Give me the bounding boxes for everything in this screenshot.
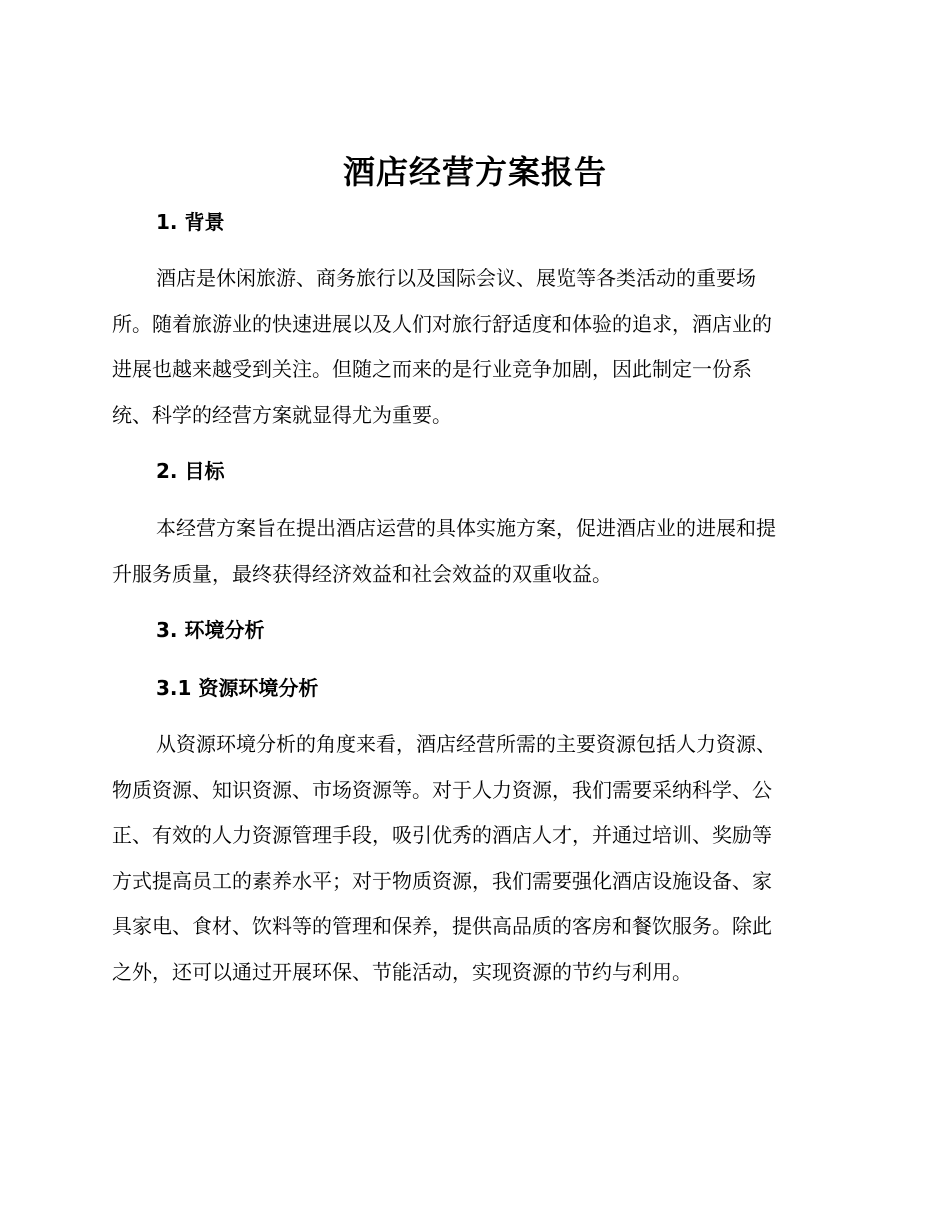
paragraph-line: 进展也越来越受到关注。但随之而来的是行业竞争加剧，因此制定一份系 [112,357,752,381]
paragraph-line: 升服务质量，最终获得经济效益和社会效益的双重收益。 [112,561,612,586]
paragraph-line: 物质资源、知识资源、市场资源等。对于人力资源，我们需要采纳科学、公 [112,777,772,802]
paragraph-line: 方式提高员工的素养水平；对于物质资源，我们需要强化酒店设施设备、家 [112,868,772,893]
paragraph-line: 之外，还可以通过开展环保、节能活动，实现资源的节约与利用。 [112,959,692,984]
paragraph-background [112,256,838,438]
paragraph-line: 从资源环境分析的角度来看，酒店经营所需的主要资源包括人力资源、 [156,732,776,756]
document-title: 酒店经营方案报告 [342,153,607,191]
section-heading-environment-analysis: 3. 环境分析 [156,618,265,642]
section-heading-resource-analysis: 3.1 资源环境分析 [156,676,319,700]
paragraph-line: 统、科学的经营方案就显得尤为重要。 [112,402,452,427]
paragraph-line: 本经营方案旨在提出酒店运营的具体实施方案，促进酒店业的进展和提 [156,516,776,540]
section-heading-goal: 2. 目标 [156,459,225,483]
paragraph-line: 酒店是休闲旅游、商务旅行以及国际会议、展览等各类活动的重要场 [156,266,756,290]
paragraph-line: 所。随着旅游业的快速进展以及人们对旅行舒适度和体验的追求，酒店业的 [112,311,772,336]
paragraph-resource-analysis [112,722,838,995]
paragraph-line: 具家电、食材、饮料等的管理和保养，提供高品质的客房和餐饮服务。除此 [112,914,772,938]
section-heading-background: 1. 背景 [156,210,225,234]
paragraph-goal [112,506,838,597]
paragraph-line: 正、有效的人力资源管理手段，吸引优秀的酒店人才，并通过培训、奖励等 [112,823,772,847]
